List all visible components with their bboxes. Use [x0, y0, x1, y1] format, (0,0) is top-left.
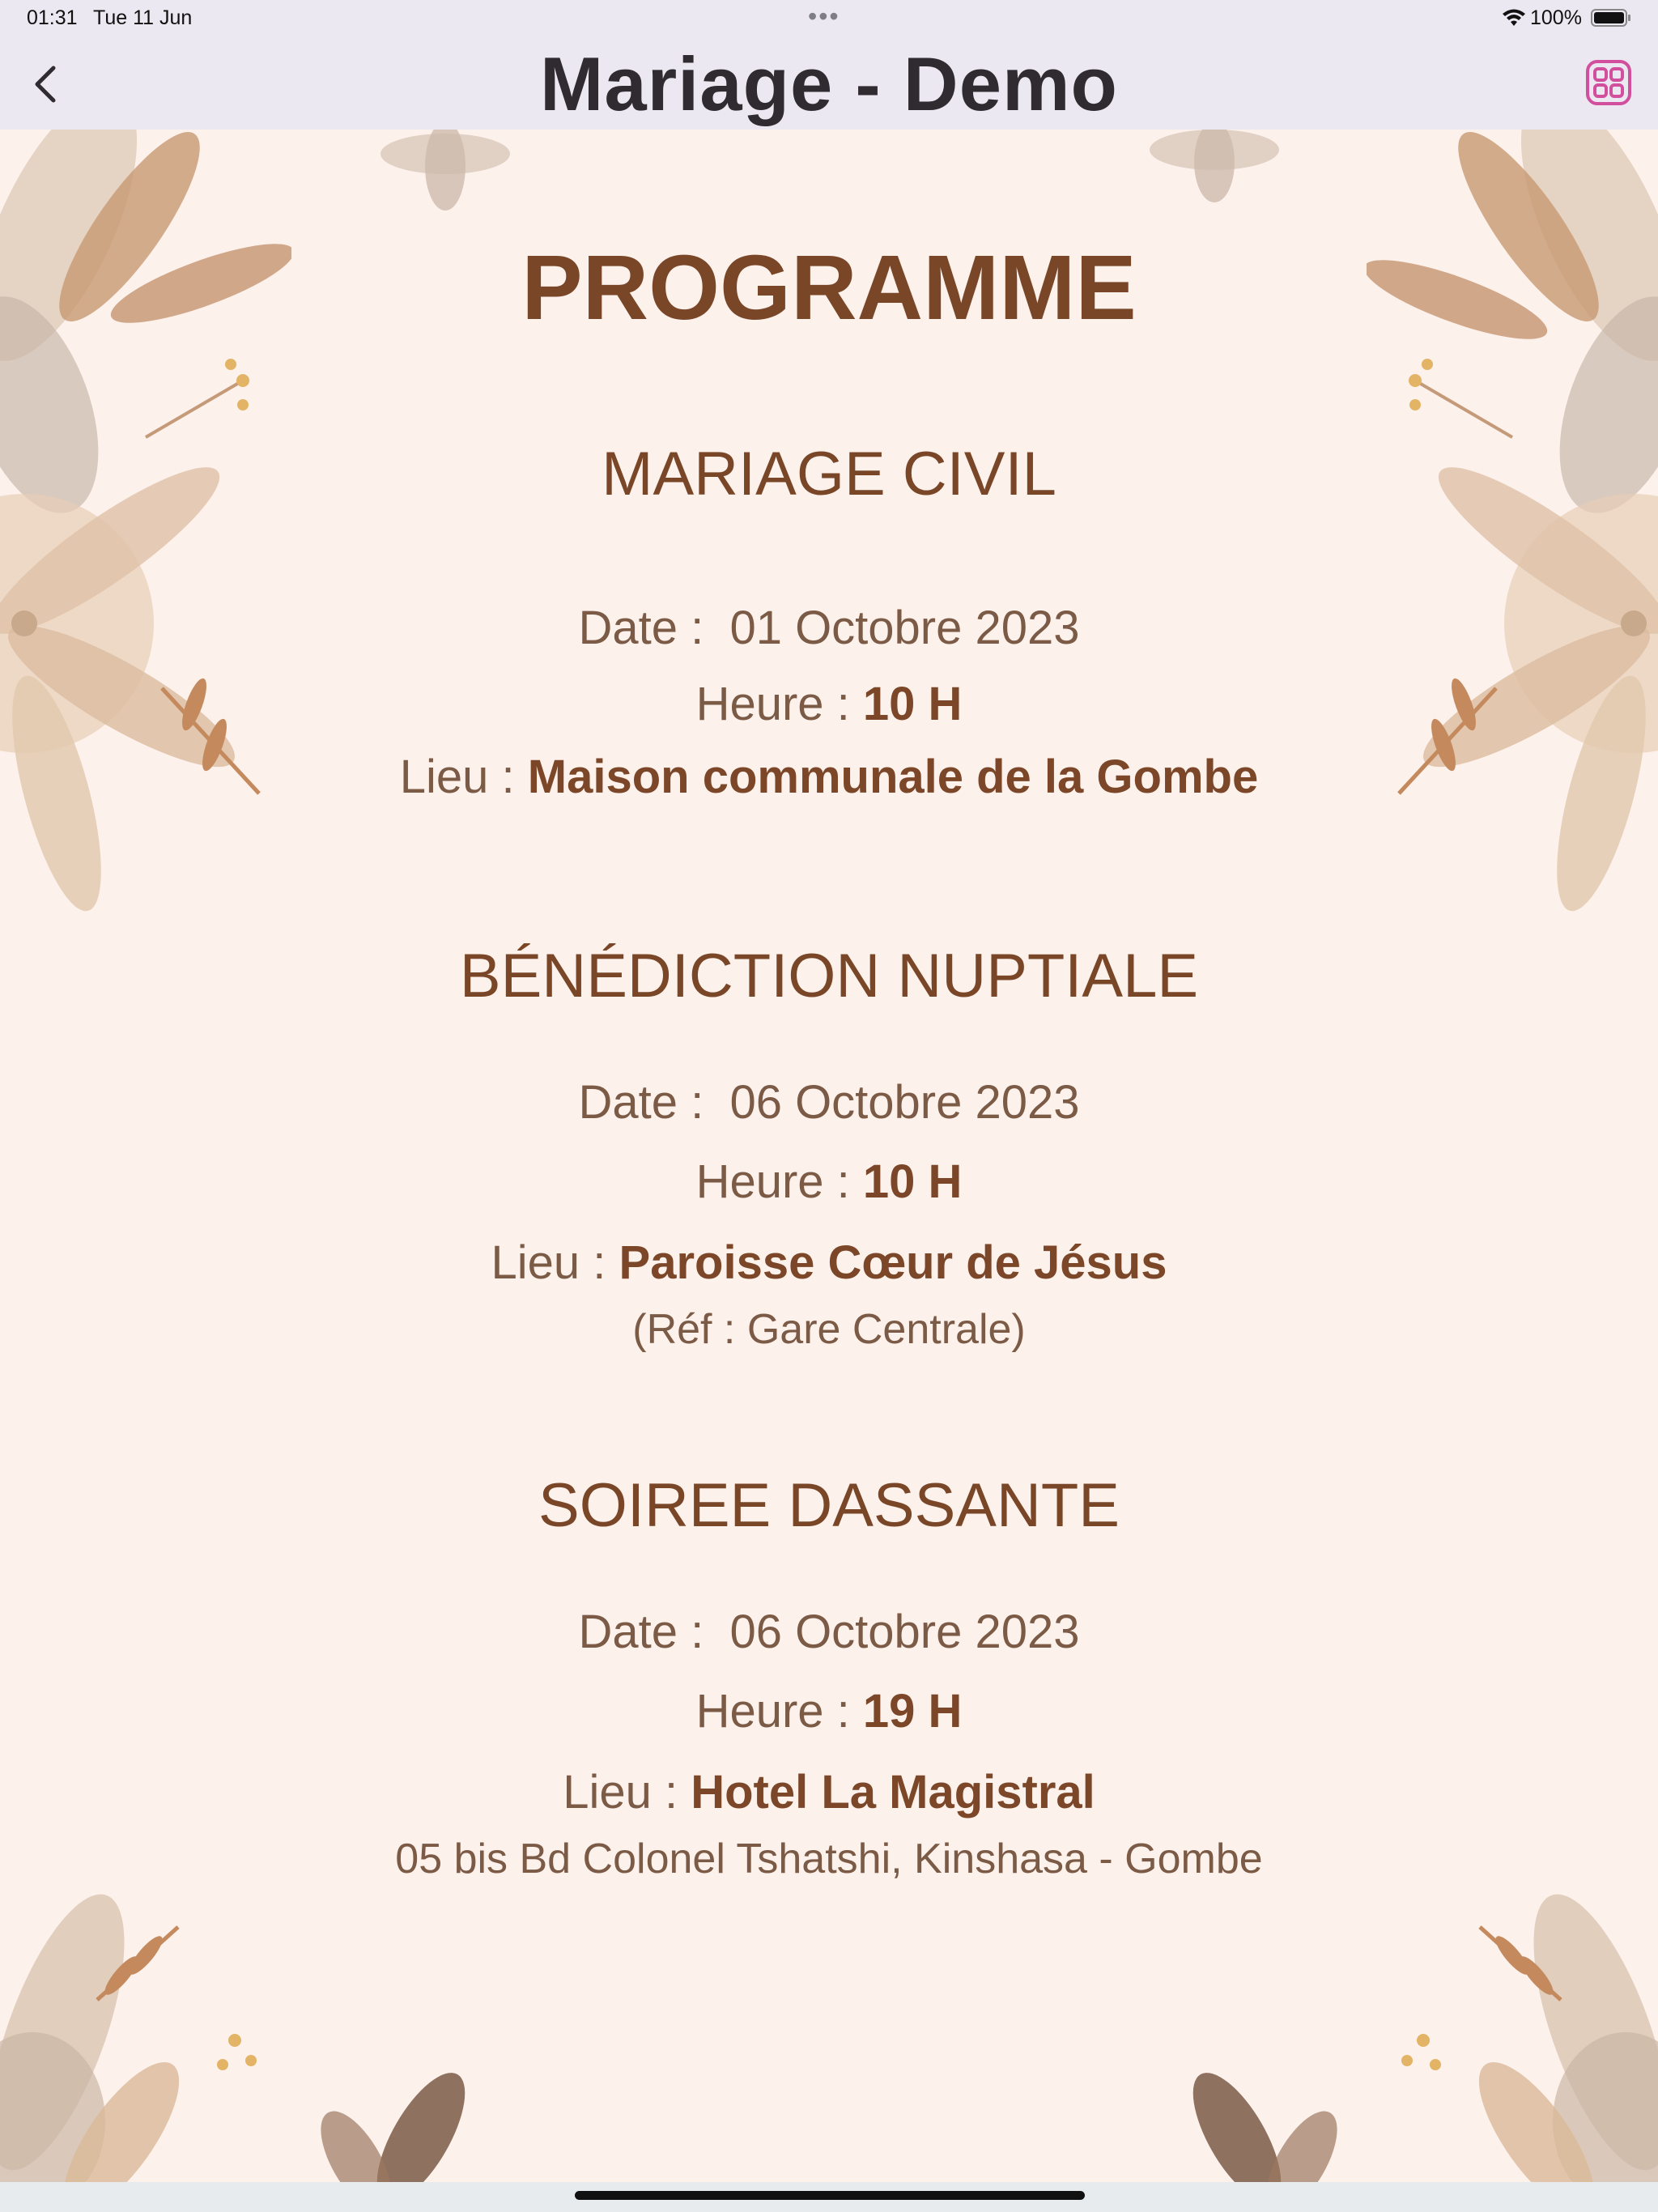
status-time: 01:31: [27, 6, 78, 29]
civil-title: MARIAGE CIVIL: [602, 440, 1056, 508]
floral-decoration-top-center: [356, 130, 1303, 211]
civil-time: Heure : 10 H: [695, 678, 963, 730]
page-title: Mariage - Demo: [540, 41, 1118, 126]
party-time: Heure : 19 H: [695, 1685, 963, 1738]
grid-menu-icon[interactable]: [1585, 59, 1632, 106]
status-date: Tue 11 Jun: [93, 6, 193, 29]
program-card: [0, 130, 1658, 2182]
home-indicator-bar: [0, 2182, 1658, 2212]
battery-icon: [1591, 8, 1631, 28]
status-bar: [0, 0, 1658, 39]
multitasking-dots[interactable]: •••: [808, 2, 840, 31]
floral-decoration-bottom-right: [1156, 1878, 1658, 2182]
blessing-time: Heure : 10 H: [695, 1155, 963, 1208]
program-heading: PROGRAMME: [521, 236, 1137, 338]
battery-percent: 100%: [1530, 6, 1582, 29]
party-place: Lieu : Hotel La Magistral: [563, 1766, 1095, 1819]
blessing-title: BÉNÉDICTION NUPTIALE: [459, 942, 1199, 1010]
blessing-place: Lieu : Paroisse Cœur de Jésus: [491, 1236, 1167, 1289]
floral-decoration-bottom-left: [0, 1878, 502, 2182]
home-indicator[interactable]: [575, 2191, 1085, 2200]
party-address: 05 bis Bd Colonel Tshatshi, Kinshasa - Gombe: [395, 1836, 1263, 1882]
civil-date: Date : 01 Octobre 2023: [578, 602, 1080, 654]
civil-place: Lieu : Maison communale de la Gombe: [399, 751, 1259, 803]
navigation-bar: [0, 39, 1658, 130]
wifi-icon: [1502, 8, 1526, 28]
party-title: SOIREE DASSANTE: [538, 1471, 1120, 1540]
party-date: Date : 06 Octobre 2023: [578, 1606, 1080, 1658]
blessing-date: Date : 06 Octobre 2023: [578, 1076, 1080, 1129]
blessing-reference: (Réf : Gare Centrale): [632, 1306, 1026, 1353]
